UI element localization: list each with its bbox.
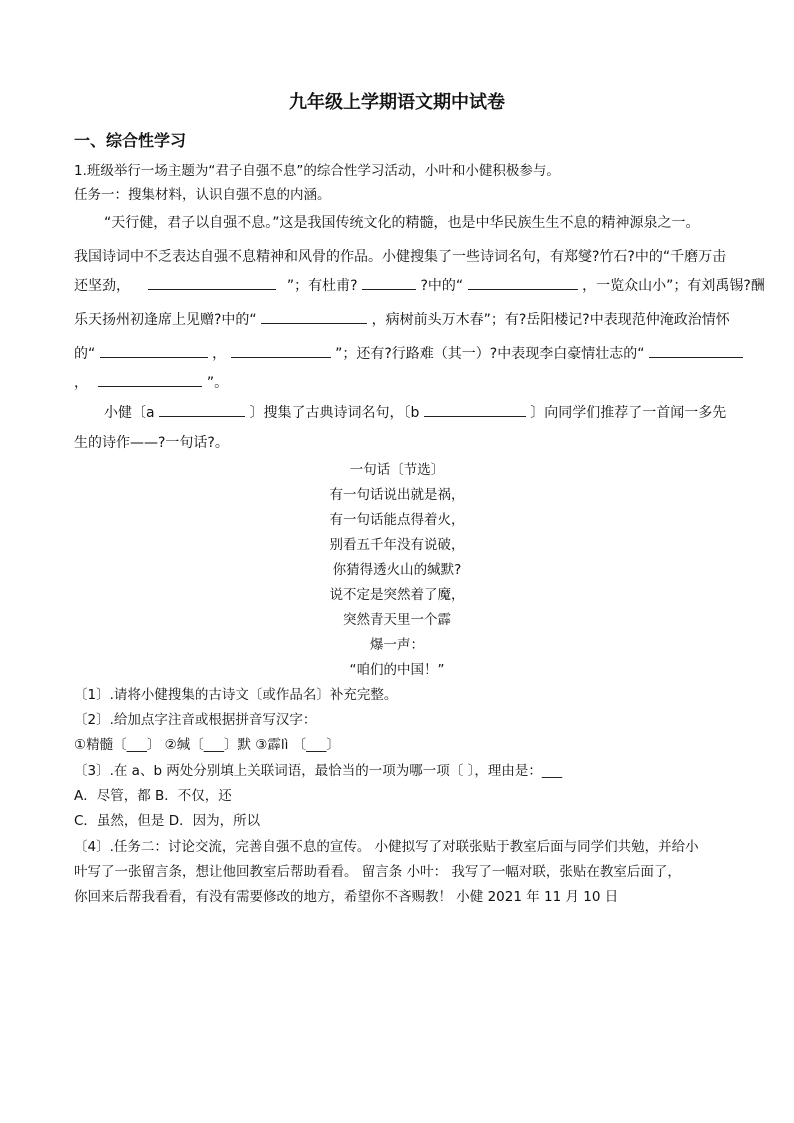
text-run: ?中的“	[420, 278, 464, 294]
text-run: ，	[212, 346, 227, 362]
poem-line: 突然青天里一个霹	[343, 612, 451, 628]
answer-blank[interactable]	[159, 404, 245, 417]
paragraph-line	[74, 311, 730, 329]
text-run: 还坚劲，	[74, 278, 130, 294]
poem-line: 有一句话能点得着火，	[329, 512, 465, 528]
text-run: ，	[74, 375, 88, 391]
sub-question-items: ①精髓〔___〕 ②缄〔___〕默 ③霹lì 〔___〕	[74, 737, 340, 753]
text-run: ，一览众山小”；有刘禹锡?酬	[582, 278, 765, 294]
text-run: ”；还有?行路难（其一）?中表现李白豪情壮志的“	[335, 346, 645, 362]
text-run: ”。	[206, 375, 229, 391]
answer-blank[interactable]	[261, 311, 367, 324]
poem-line: 说不定是突然着了魔，	[329, 587, 465, 603]
poem-line: 一句话〔节选〕	[349, 462, 445, 478]
paragraph-line: 我国诗词中不乏表达自强不息精神和风骨的作品。小健搜集了一些诗词名句，有郑燮?竹石?中的“千磨万击	[74, 249, 727, 265]
text-run: 的“	[74, 346, 96, 362]
text-run: 小健〔a	[104, 405, 155, 421]
poem-line: 爆一声：	[370, 637, 424, 653]
poem-line: 有一句话说出就是祸，	[329, 487, 465, 503]
answer-blank[interactable]	[362, 277, 416, 290]
sub-question: 〔2〕.给加点字注音或根据拼音写汉字：	[74, 712, 317, 728]
answer-blank[interactable]	[649, 345, 743, 358]
paragraph-line	[74, 277, 765, 295]
paragraph-line	[104, 404, 726, 422]
section-heading: 一、综合性学习	[74, 131, 187, 150]
sub-question: 〔4〕.任务二：讨论交流，完善自强不息的宣传。 小健拟写了对联张贴于教室后面与同学们共勉，并给小	[74, 839, 699, 855]
answer-blank[interactable]	[468, 277, 578, 290]
sub-question: 叶写了一张留言条，想让他回教室后帮助看看。 留言条 小叶： 我写了一幅对联，张贴在教室后面了，	[74, 864, 681, 880]
answer-blank[interactable]	[100, 345, 208, 358]
text-run: ，病树前头万木春”；有?岳阳楼记?中表现范仲淹政治情怀	[371, 312, 730, 328]
answer-blank[interactable]	[231, 345, 331, 358]
poem-line: “咱们的中国！”	[349, 662, 445, 678]
poem-line: 你猜得透火山的缄默?	[332, 562, 462, 578]
paragraph-line	[74, 374, 228, 392]
text-run: 〕搜集了古典诗词名句，〔b	[249, 405, 420, 421]
answer-blank[interactable]	[148, 277, 276, 290]
text-run: ”；有杜甫?	[286, 278, 358, 294]
paragraph-line: 生的诗作——?一句话?。	[74, 435, 229, 451]
sub-question: 〔1〕.请将小健搜集的古诗文〔或作品名〕补充完整。	[74, 687, 398, 703]
sub-question: 〔3〕.在 a、b 两处分别填上关联词语，最恰当的一项为哪一项〔 〕，理由是：___	[74, 763, 563, 779]
task-one: 任务一：搜集材料，认识自强不息的内涵。	[74, 187, 331, 203]
page-title: 九年级上学期语文期中试卷	[289, 92, 505, 113]
question-intro: 1.班级举行一场主题为“君子自强不息”的综合性学习活动，小叶和小健积极参与。	[74, 163, 560, 179]
text-run: 〕向同学们推荐了一首闻一多先	[530, 405, 727, 421]
poem-line: 别看五千年没有说破，	[329, 537, 465, 553]
answer-options: C．虽然，但是 D．因为，所以	[74, 813, 261, 829]
paragraph-line: “天行健，君子以自强不息。”这是我国传统文化的精髓，也是中华民族生生不息的精神源泉之一。	[104, 215, 700, 231]
sub-question: 你回来后帮我看看，有没有需要修改的地方，希望你不吝赐教！ 小健 2021 年 11 月 10 日	[74, 889, 619, 905]
answer-options: A．尽管，都 B．不仅，还	[74, 788, 232, 804]
answer-blank[interactable]	[424, 404, 526, 417]
paragraph-line	[74, 345, 743, 363]
text-run: 乐天扬州初逢席上见赠?中的“	[74, 312, 257, 328]
answer-blank[interactable]	[98, 374, 202, 387]
